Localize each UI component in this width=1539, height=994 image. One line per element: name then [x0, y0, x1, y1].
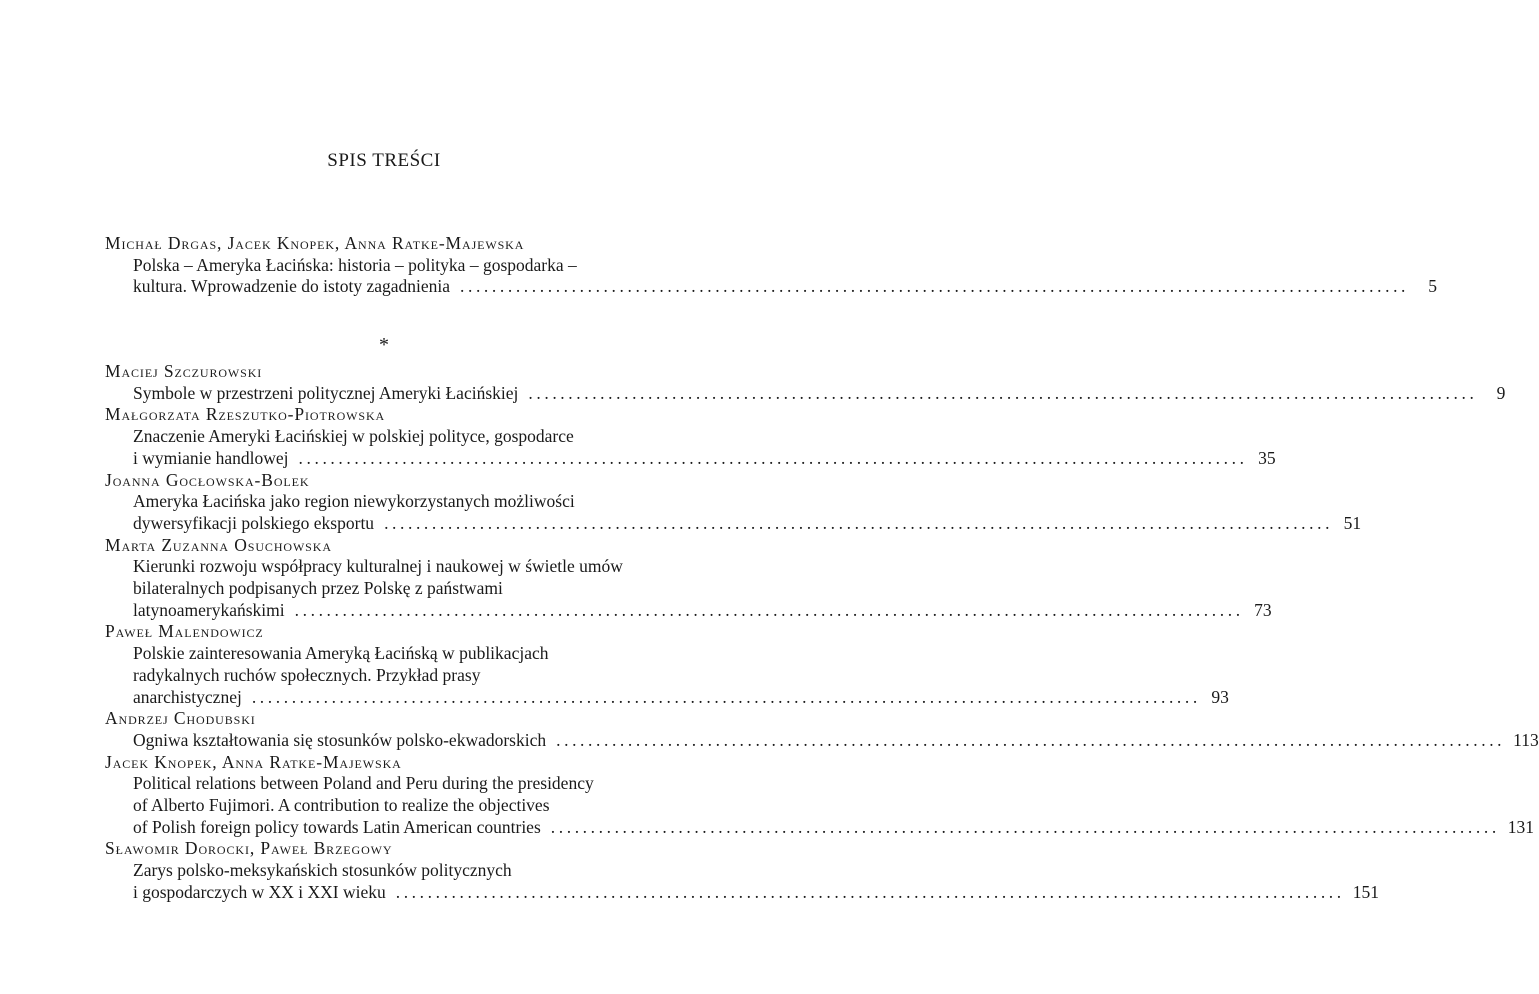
dot-leader: .......................................................................................................................	[528, 382, 1478, 403]
entry-title	[105, 491, 1362, 534]
title-line: dywersyfikacji polskiego eksportu	[133, 512, 375, 533]
title-line: i gospodarczych w XX i XXI wieku	[133, 881, 386, 902]
entry-title	[105, 556, 1272, 621]
page-number: 5	[1428, 276, 1438, 297]
entry-title	[105, 860, 1379, 903]
title-line: anarchistycznej	[133, 686, 242, 707]
toc-entry	[105, 708, 1539, 751]
title-line: Political relations between Poland and Peru during the presidency	[133, 773, 594, 794]
entry-authors: Paweł Malendowicz	[105, 621, 264, 642]
entry-title	[105, 773, 1535, 838]
title-last-line	[133, 382, 1506, 405]
entry-title	[105, 729, 1539, 752]
title-last-line	[133, 881, 1379, 904]
title-line: Polskie zainteresowania Ameryką Łacińską w publikacjach	[133, 643, 549, 664]
dot-leader: .......................................................................................................................	[395, 881, 1345, 902]
entry-title	[105, 382, 1506, 405]
title-line: kultura. Wprowadzenie do istoty zagadnienia	[133, 276, 450, 297]
page-number: 9	[1496, 382, 1506, 403]
toc-entry	[105, 621, 1229, 708]
title-last-line	[133, 512, 1362, 535]
toc-entry	[105, 534, 1272, 622]
page-number: 73	[1254, 599, 1272, 620]
page-number: 131	[1507, 816, 1535, 837]
page-number: 35	[1258, 447, 1276, 468]
entry-title	[105, 254, 1438, 298]
dot-leader: .......................................................................................................................	[251, 686, 1201, 707]
title-line: Ameryka Łacińska jako region niewykorzystanych możliwości	[133, 491, 575, 512]
page-number: 93	[1211, 686, 1229, 707]
entry-authors: Sławomir Dorocki, Paweł Brzegowy	[105, 838, 393, 859]
dot-leader: .......................................................................................................................	[550, 816, 1500, 837]
title-line: bilateralnych podpisanych przez Polskę z państwami	[133, 578, 503, 599]
title-line: Znaczenie Ameryki Łacińskiej w polskiej polityce, gospodarce	[133, 426, 574, 447]
entry-authors: Jacek Knopek, Anna Ratke-Majewska	[105, 751, 402, 772]
page-number: 113	[1513, 729, 1539, 750]
title-line: of Alberto Fujimori. A contribution to realize the objectives	[133, 795, 550, 816]
dot-leader: .......................................................................................................................	[384, 512, 1334, 533]
entry-authors: Małgorzata Rzeszutko-Piotrowska	[105, 404, 386, 425]
toc-entry	[105, 751, 1535, 839]
entry-authors: Michał Drgas, Jacek Knopek, Anna Ratke-Majewska	[105, 233, 525, 253]
page-number: 151	[1352, 881, 1379, 902]
title-line: latynoamerykańskimi	[133, 599, 285, 620]
page-title: SPIS TREŚCI	[327, 150, 441, 171]
title-last-line	[133, 599, 1272, 622]
entry-authors: Marta Zuzanna Osuchowska	[105, 534, 332, 555]
dot-leader: .......................................................................................................................	[298, 447, 1248, 468]
toc-entry	[105, 404, 1276, 469]
toc-entry	[105, 361, 1506, 404]
entry-authors: Joanna Gocłowska-Bolek	[105, 469, 310, 490]
title-last-line	[133, 816, 1535, 839]
title-line: radykalnych ruchów społecznych. Przykład prasy	[133, 664, 481, 685]
entry-title	[105, 643, 1229, 708]
toc-entries	[105, 361, 1539, 904]
toc-entry	[105, 838, 1379, 903]
title-line: Polska – Ameryka Łacińska: historia – polityka – gospodarka –	[133, 254, 577, 275]
title-last-line	[133, 447, 1276, 470]
title-last-line	[133, 729, 1539, 752]
title-line: Kierunki rozwoju współpracy kulturalnej i naukowej w świetle umów	[133, 556, 623, 577]
title-line: of Polish foreign policy towards Latin American countries	[133, 816, 541, 837]
title-line: i wymianie handlowej	[133, 447, 289, 468]
dot-leader: .......................................................................................................................	[556, 729, 1506, 750]
title-line: Zarys polsko-meksykańskich stosunków politycznych	[133, 860, 512, 881]
entry-authors: Andrzej Chodubski	[105, 708, 256, 729]
section-separator-asterisk: *	[379, 334, 389, 356]
entry-title	[105, 426, 1276, 469]
page-number: 51	[1343, 512, 1362, 533]
toc-intro-entry	[105, 233, 1438, 298]
title-line: Ogniwa kształtowania się stosunków polsko-ekwadorskich	[133, 729, 547, 750]
title-last-line	[133, 686, 1229, 709]
title-line: Symbole w przestrzeni politycznej Ameryki Łacińskiej	[133, 382, 519, 403]
dot-leader: .......................................................................................................................	[460, 276, 1410, 297]
dot-leader: .......................................................................................................................	[294, 599, 1244, 620]
entry-authors: Maciej Szczurowski	[105, 361, 263, 381]
title-last-line	[133, 276, 1438, 298]
toc-entry	[105, 469, 1362, 535]
